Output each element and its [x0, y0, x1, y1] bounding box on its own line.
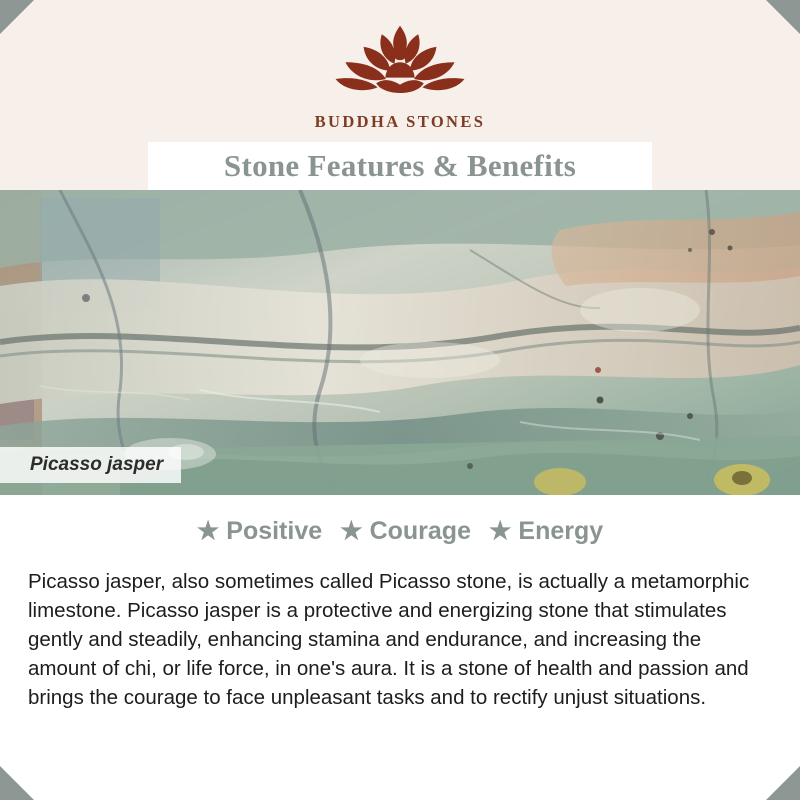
description-text: Picasso jasper, also sometimes called Picasso stone, is actually a metamorphic limestone. Picasso jasper is a protective and energizing stone that stimulates gently and steadily, enhancing stamina and endurance, and increasing the amount of chi, or life force, in one's aura. It is a stone of health and passion and brings the courage to face unpleasant tasks and to rectify unjust situations. [28, 569, 750, 709]
corner-decoration-bottom-right [766, 766, 800, 800]
benefit-keywords [28, 517, 772, 546]
corner-decoration-top-right [766, 0, 800, 34]
lotus-meditation-icon [330, 22, 470, 108]
star-icon: ★ [196, 517, 220, 545]
stone-name-caption: Picasso jasper [0, 447, 181, 483]
footer-strip [0, 766, 800, 800]
title-banner [148, 142, 652, 190]
benefit-keyword-positive [197, 517, 322, 546]
stone-description-panel [0, 495, 800, 800]
poster-header [0, 0, 800, 190]
page-title: Stone Features & Benefits [223, 148, 577, 183]
benefit-keyword-label: Energy [518, 517, 604, 545]
corner-decoration-bottom-left [0, 766, 34, 800]
corner-decoration-top-left [0, 0, 34, 34]
benefit-keyword-energy [489, 517, 603, 546]
brand-name: BUDDHA STONES [314, 112, 486, 131]
star-icon: ★ [340, 517, 363, 545]
benefit-keyword-courage [340, 517, 471, 546]
benefit-keyword-label: Courage [369, 517, 471, 545]
stone-photo [0, 190, 800, 495]
star-icon: ★ [488, 517, 512, 545]
benefit-keyword-label: Positive [226, 517, 323, 545]
